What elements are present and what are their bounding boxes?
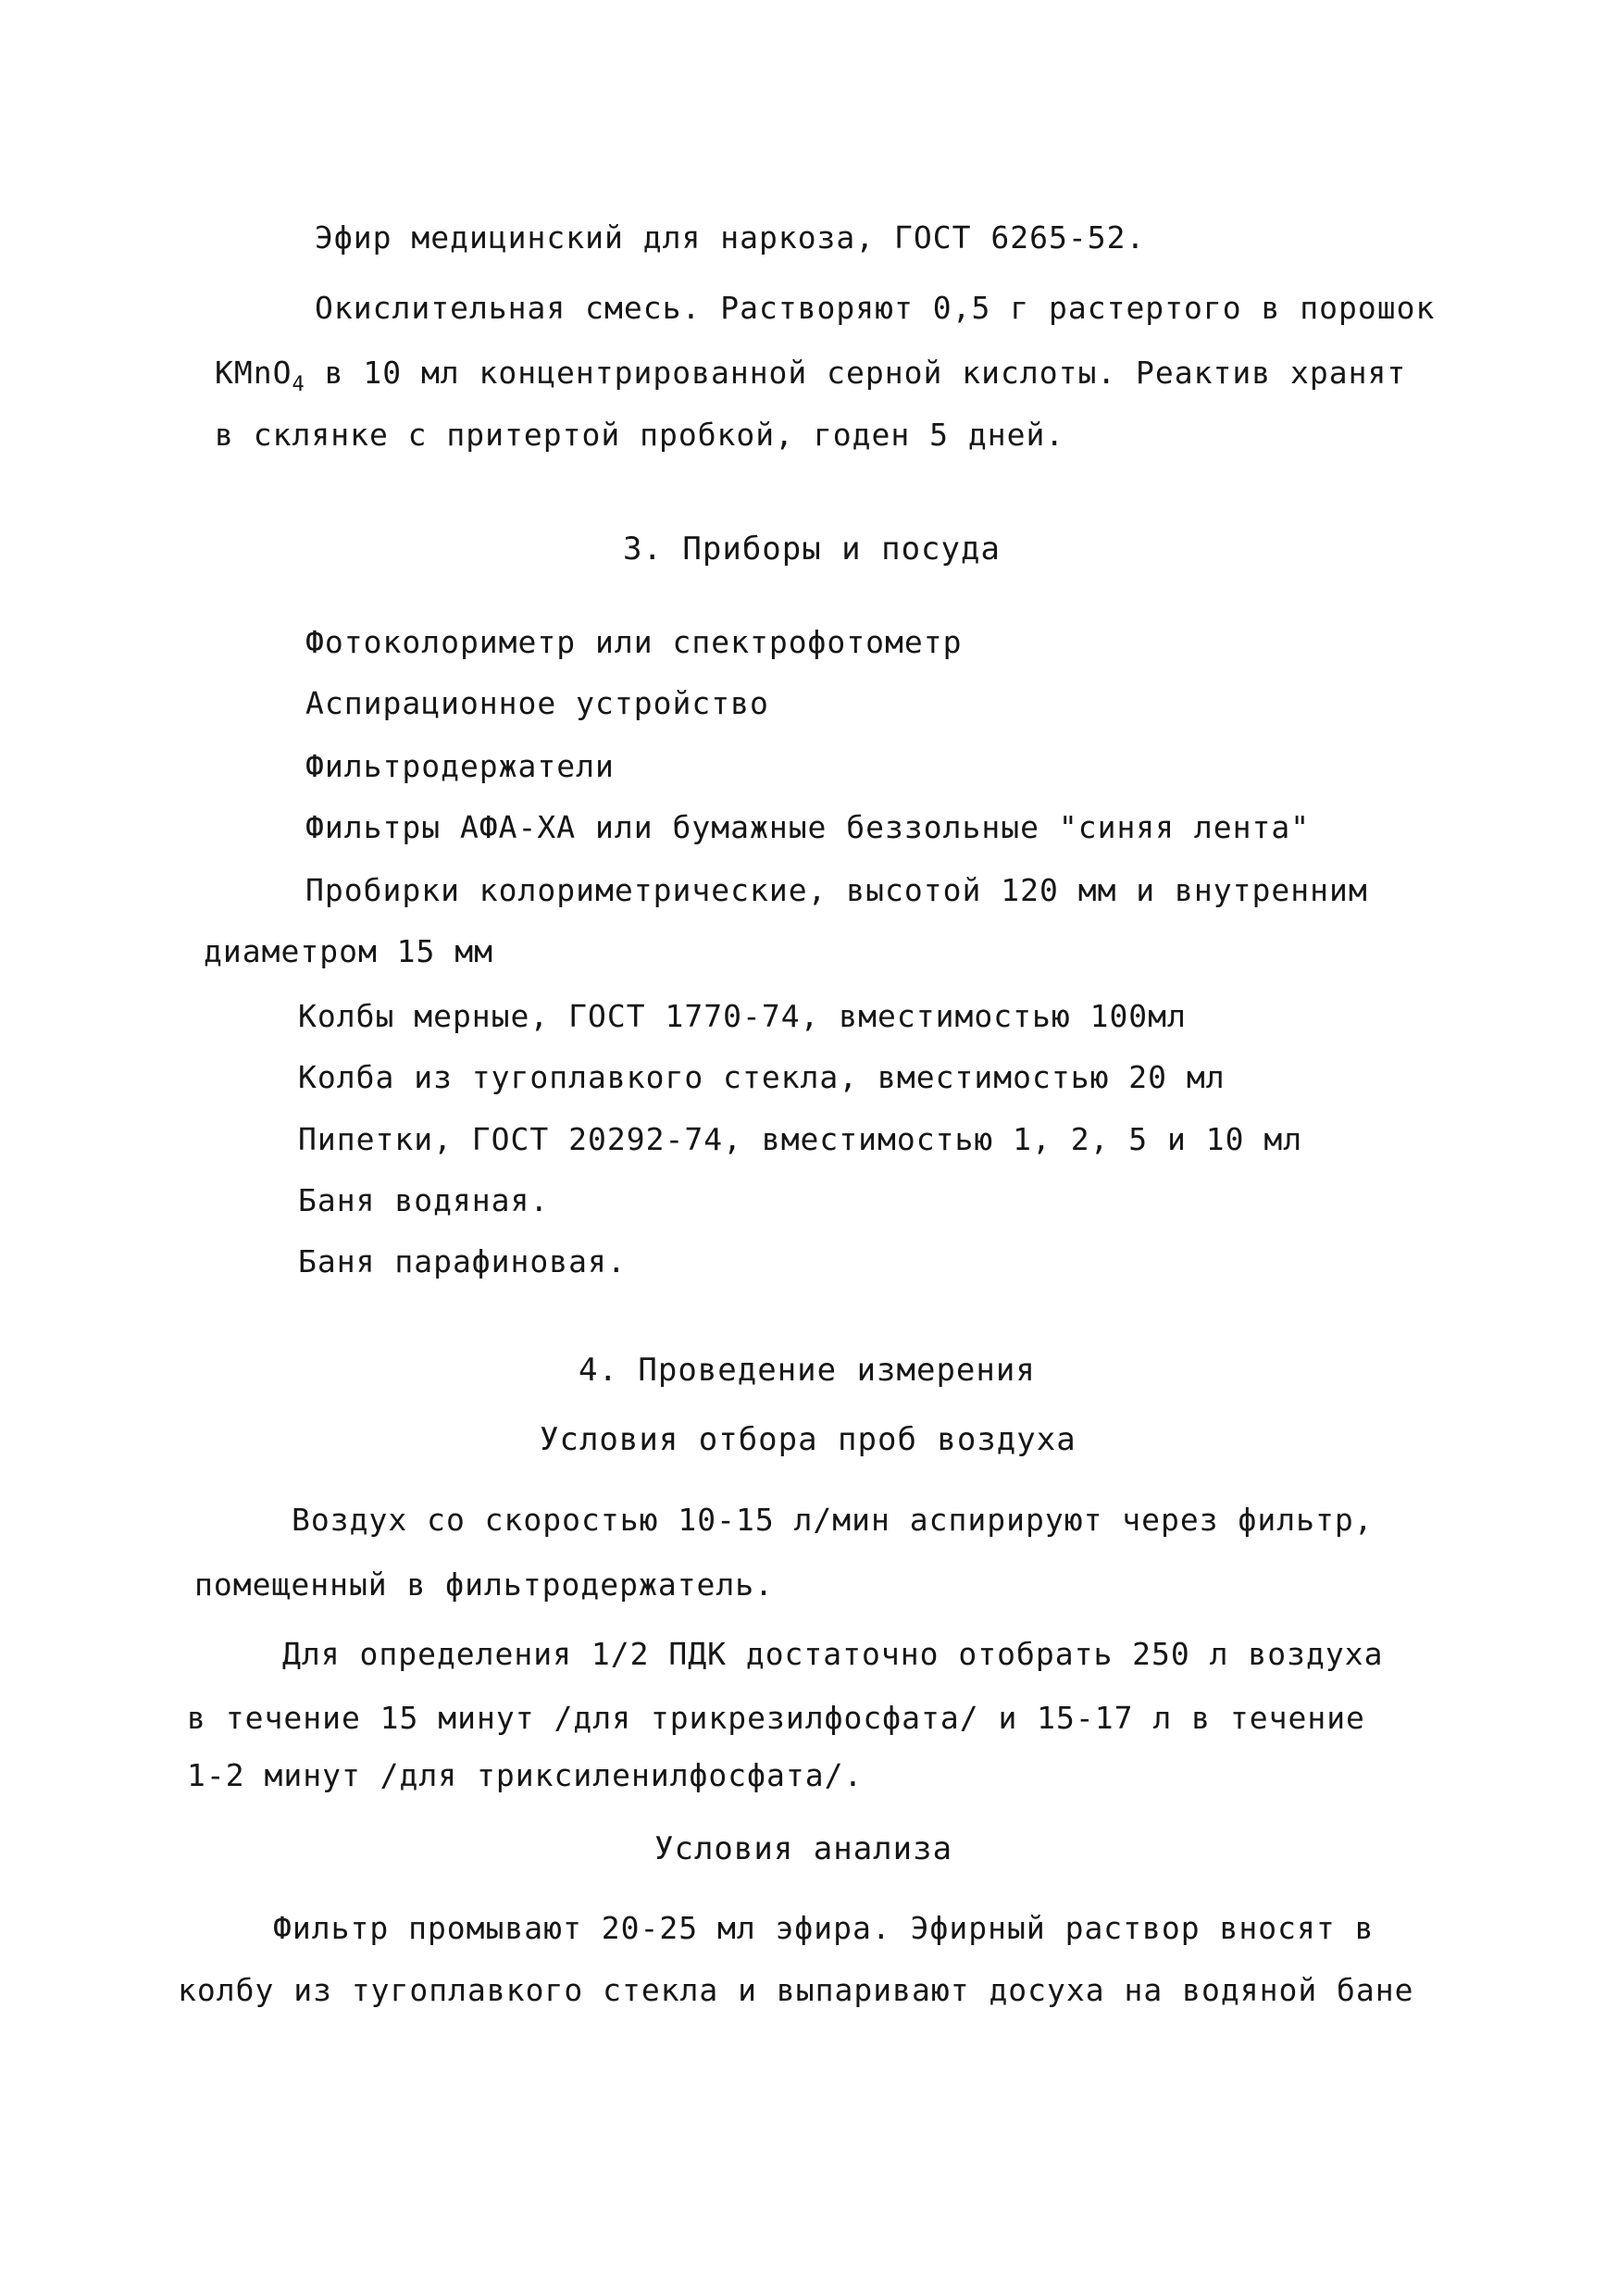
equipment-item: Пробирки колориметрические, высотой 120 мм и внутренним xyxy=(305,872,1368,908)
equipment-item: Фотоколориметр или спектрофотометр xyxy=(305,624,963,660)
equipment-item: Колба из тугоплавкого стекла, вместимостью 20 мл xyxy=(298,1059,1226,1095)
oxidizer-line-1: Окислительная смесь. Растворяют 0,5 г растертого в порошок xyxy=(315,290,1436,326)
paragraph-line: 1-2 минут /для триксиленилфосфата/. xyxy=(187,1757,864,1793)
ether-line: Эфир медицинский для наркоза, ГОСТ 6265-52. xyxy=(315,219,1146,256)
equipment-item: Фильтродержатели xyxy=(305,748,615,784)
paragraph-line: в течение 15 минут /для трикрезилфосфата/ и 15-17 л в течение xyxy=(187,1700,1365,1736)
formula-kmno4: KMnO xyxy=(215,355,292,391)
section-4-title: 4. Проведение измерения xyxy=(579,1352,1036,1389)
equipment-item-continued: диаметром 15 мм xyxy=(204,933,494,969)
equipment-item: Баня водяная. xyxy=(298,1182,550,1218)
equipment-item: Аспирационное устройство xyxy=(305,685,769,721)
subheading-analysis: Условия анализа xyxy=(654,1830,953,1867)
subheading-sampling: Условия отбора проб воздуха xyxy=(540,1421,1077,1458)
paragraph-line: помещенный в фильтродержатель. xyxy=(194,1566,775,1603)
paragraph-line: колбу из тугоплавкого стекла и выпаривают досуха на водяной бане xyxy=(178,1972,1414,2008)
oxidizer-line-3: в склянке с притертой пробкой, годен 5 дней. xyxy=(215,417,1065,453)
oxidizer-line-2-text: в 10 мл концентрированной серной кислоты. Реактив хранят xyxy=(305,355,1407,391)
paragraph-line: Для определения 1/2 ПДК достаточно отобрать 250 л воздуха xyxy=(282,1636,1384,1672)
equipment-item: Пипетки, ГОСТ 20292-74, вместимостью 1, 2, 5 и 10 мл xyxy=(298,1121,1303,1157)
equipment-item: Колбы мерные, ГОСТ 1770-74, вместимостью 100мл xyxy=(298,998,1187,1034)
paragraph-line: Фильтр промывают 20-25 мл эфира. Эфирный раствор вносят в xyxy=(273,1910,1375,1946)
paragraph-line: Воздух со скоростью 10-15 л/мин аспирируют через фильтр, xyxy=(292,1502,1374,1538)
equipment-item: Фильтры АФА-ХА или бумажные беззольные "синяя лента" xyxy=(305,809,1311,845)
oxidizer-line-2 xyxy=(215,355,1407,396)
equipment-item: Баня парафиновая. xyxy=(298,1243,627,1279)
formula-subscript: 4 xyxy=(292,373,305,396)
section-3-title: 3. Приборы и посуда xyxy=(623,530,1001,568)
